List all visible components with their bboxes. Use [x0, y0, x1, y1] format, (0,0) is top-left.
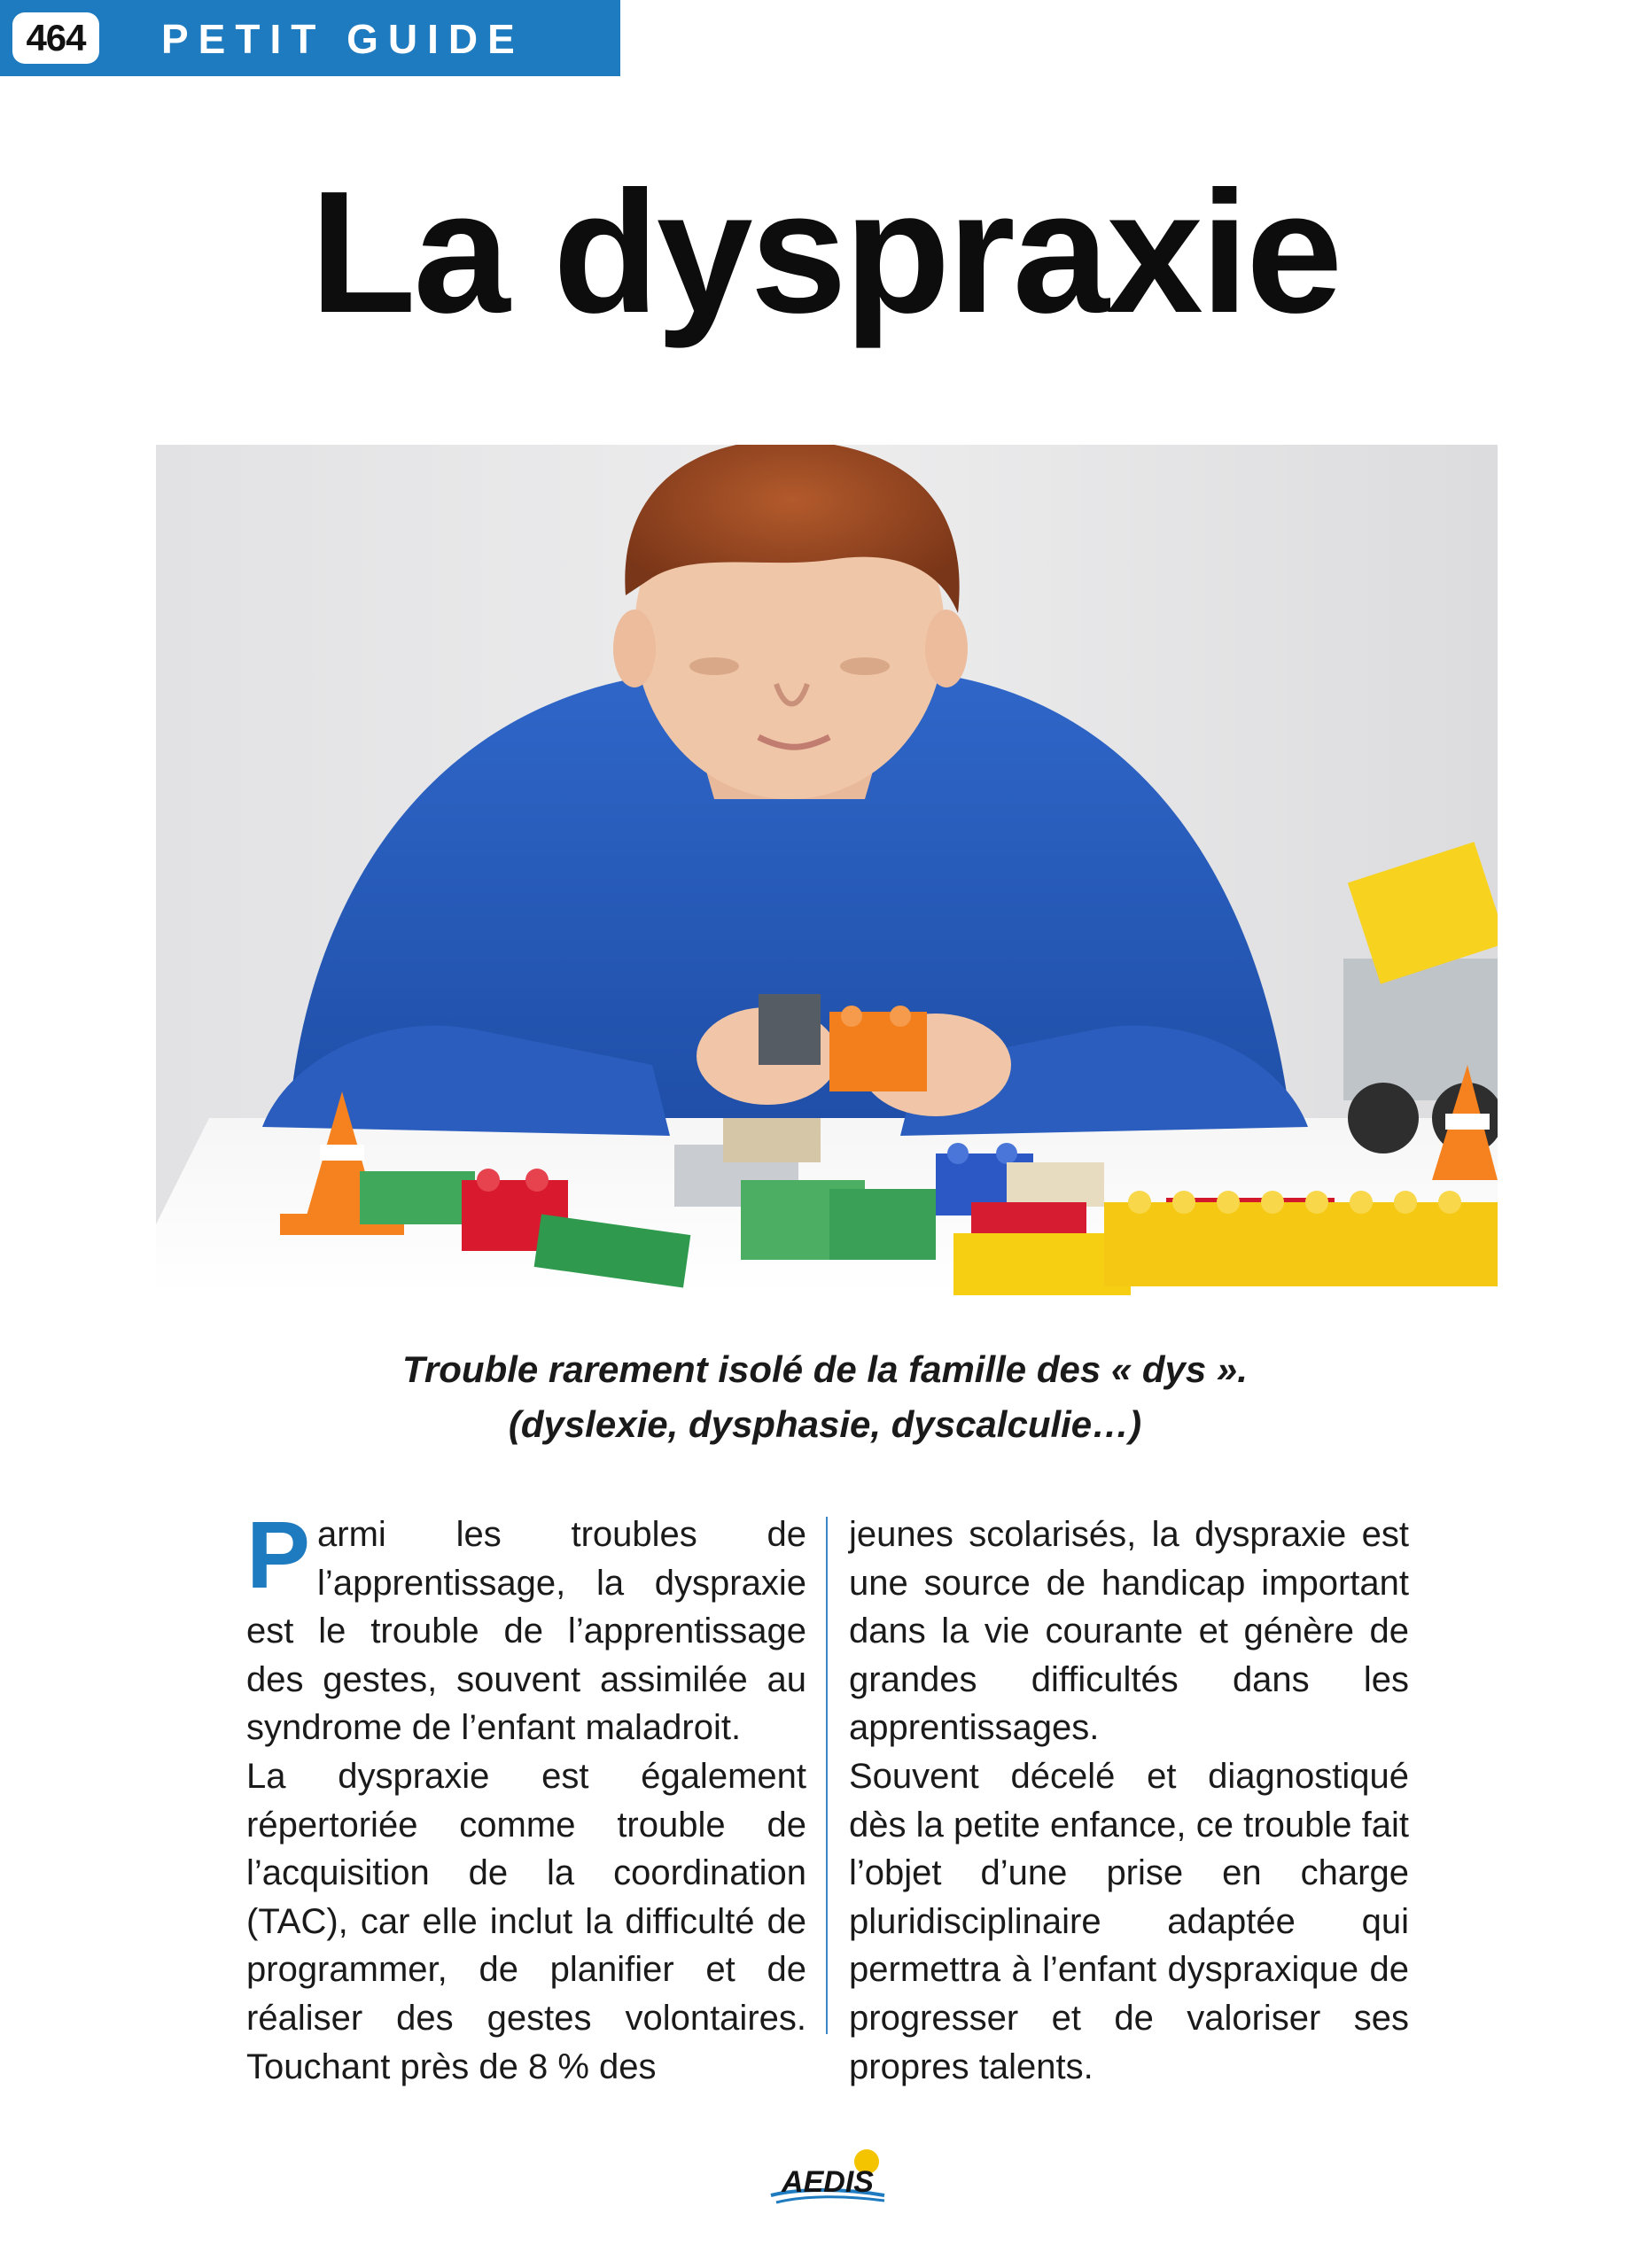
child-playing-blocks-photo: [156, 445, 1498, 1295]
logo-wordmark: AEDIS: [782, 2165, 874, 2199]
page-title: La dyspraxie: [309, 155, 1341, 349]
drop-cap: P: [246, 1501, 311, 1608]
header-banner: [0, 0, 620, 76]
paragraph-tac: La dyspraxie est également répertoriée comme trouble de l’acquisition de la coordination (TAC), car elle inclut la difficulté de programmer, de planifier et de réaliser des gestes volontaires. Touchant près de 8 % des: [246, 1756, 806, 2086]
page-number: 464: [12, 12, 99, 64]
paragraph-handicap: jeunes scolarisés, la dyspraxie est une source de handicap important dans la vie courante et génère de grandes difficultés dans les apprentissages.: [849, 1515, 1409, 1748]
paragraph-intro: armi les troubles de l’apprentissage, la dyspraxie est le trouble de l’apprentissage des gestes, souvent assimilée au syndrome de l’enfant maladroit.: [246, 1515, 806, 1748]
caption-line-2: (dyslexie, dysphasie, dyscalculie…): [508, 1403, 1142, 1445]
caption-line-1: Trouble rarement isolé de la famille des « dys ».: [402, 1348, 1248, 1390]
aedis-logo: [764, 2144, 891, 2208]
body-column-right: [849, 1511, 1409, 2091]
body-column-left: [246, 1501, 806, 2091]
paragraph-diagnosis: Souvent décelé et diagnostiqué dès la petite enfance, ce trouble fait l’objet d’une prise en charge pluridisciplinaire adaptée qui permettra à l’enfant dyspraxique de progresser et de valoriser ses propres talents.: [849, 1756, 1409, 2086]
photo-caption: [0, 1342, 1650, 1452]
column-divider: [826, 1517, 828, 2034]
series-title: PETIT GUIDE: [161, 16, 525, 62]
